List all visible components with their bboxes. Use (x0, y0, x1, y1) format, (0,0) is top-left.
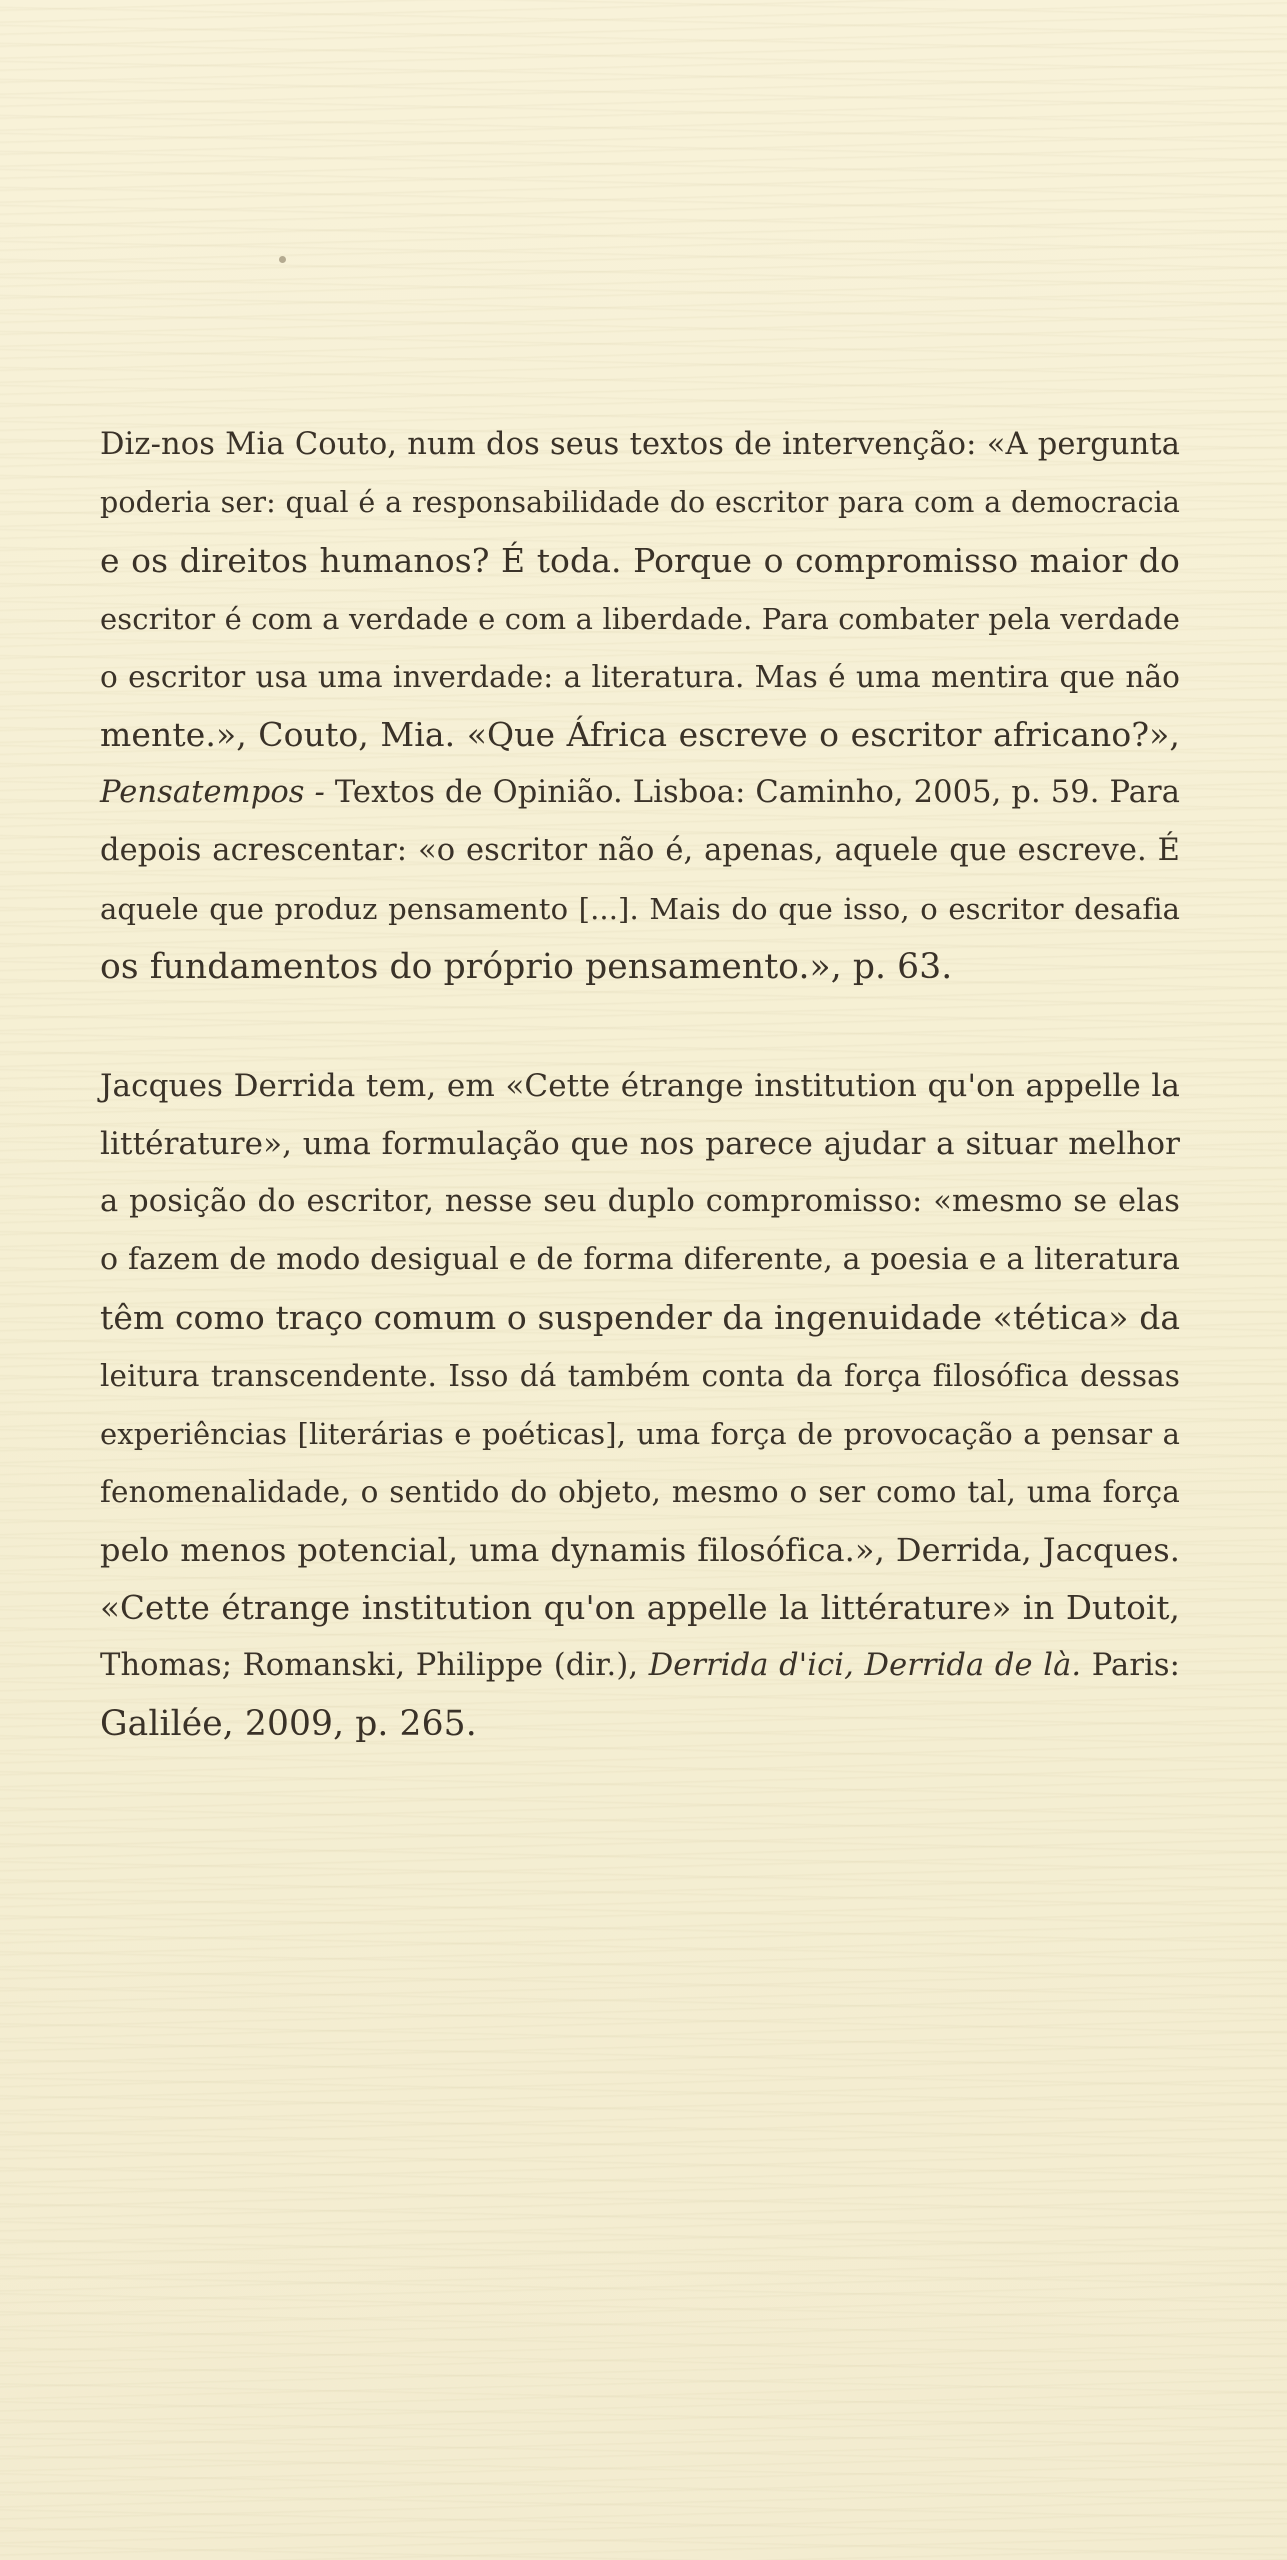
text-line: «Cette étrange institution qu'on appelle la littérature» in Dutoit, (100, 1589, 1180, 1627)
text-line: experiências [literárias e poéticas], uma força de provocação a pensar a (100, 1417, 1180, 1451)
book-title-italic: Pensatempos - (100, 775, 325, 810)
text-line-with-title (100, 1637, 1180, 1695)
text-line: a posição do escritor, nesse seu duplo compromisso: «mesmo se elas (100, 1184, 1180, 1219)
text-line: o fazem de modo desigual e de forma diferente, a poesia e a literatura (100, 1242, 1180, 1277)
text-line: aquele que produz pensamento [...]. Mais do que isso, o escritor desafia (100, 892, 1180, 926)
text-line: pelo menos potencial, uma dynamis filosófica.», Derrida, Jacques. (100, 1531, 1180, 1569)
text-line: Jacques Derrida tem, em «Cette étrange institution qu'on appelle la (100, 1068, 1180, 1104)
text-line: e os direitos humanos? É toda. Porque o compromisso maior do (100, 541, 1180, 580)
book-title-italic: Derrida d'ici, Derrida de là. (648, 1648, 1082, 1683)
text-line-suffix: Paris: (1081, 1648, 1181, 1683)
text-line-last: Galilée, 2009, p. 265. (100, 1704, 477, 1744)
text-line: têm como traço comum o suspender da ingenuidade «tética» da (100, 1298, 1181, 1337)
text-line-last: os fundamentos do próprio pensamento.», p. 63. (100, 947, 953, 987)
text-line: fenomenalidade, o sentido do objeto, mesmo o ser como tal, uma força (100, 1475, 1180, 1509)
text-line: littérature», uma formulação que nos parece ajudar a situar melhor (100, 1126, 1180, 1162)
paper-speck (279, 256, 286, 263)
text-line: leitura transcendente. Isso dá também conta da força filosófica dessas (100, 1359, 1180, 1393)
text-line: poderia ser: qual é a responsabilidade do escritor para com a democracia (100, 486, 1180, 519)
text-line: mente.», Couto, Mia. «Que África escreve o escritor africano?», (100, 715, 1180, 754)
text-line: Diz-nos Mia Couto, num dos seus textos de intervenção: «A pergunta (100, 427, 1180, 462)
text-line-with-title (100, 764, 1180, 822)
text-line-rest: Textos de Opinião. Lisboa: Caminho, 2005, p. 59. Para (334, 775, 1181, 810)
text-line: escritor é com a verdade e com a liberdade. Para combater pela verdade (100, 602, 1180, 636)
text-line: o escritor usa uma inverdade: a literatura. Mas é uma mentira que não (100, 660, 1180, 694)
text-line-prefix: Thomas; Romanski, Philippe (dir.), (100, 1648, 649, 1683)
footnote-mia-couto (100, 416, 1180, 996)
footnote-derrida (100, 1057, 1180, 1753)
text-line: depois acrescentar: «o escritor não é, apenas, aquele que escreve. É (100, 833, 1180, 868)
